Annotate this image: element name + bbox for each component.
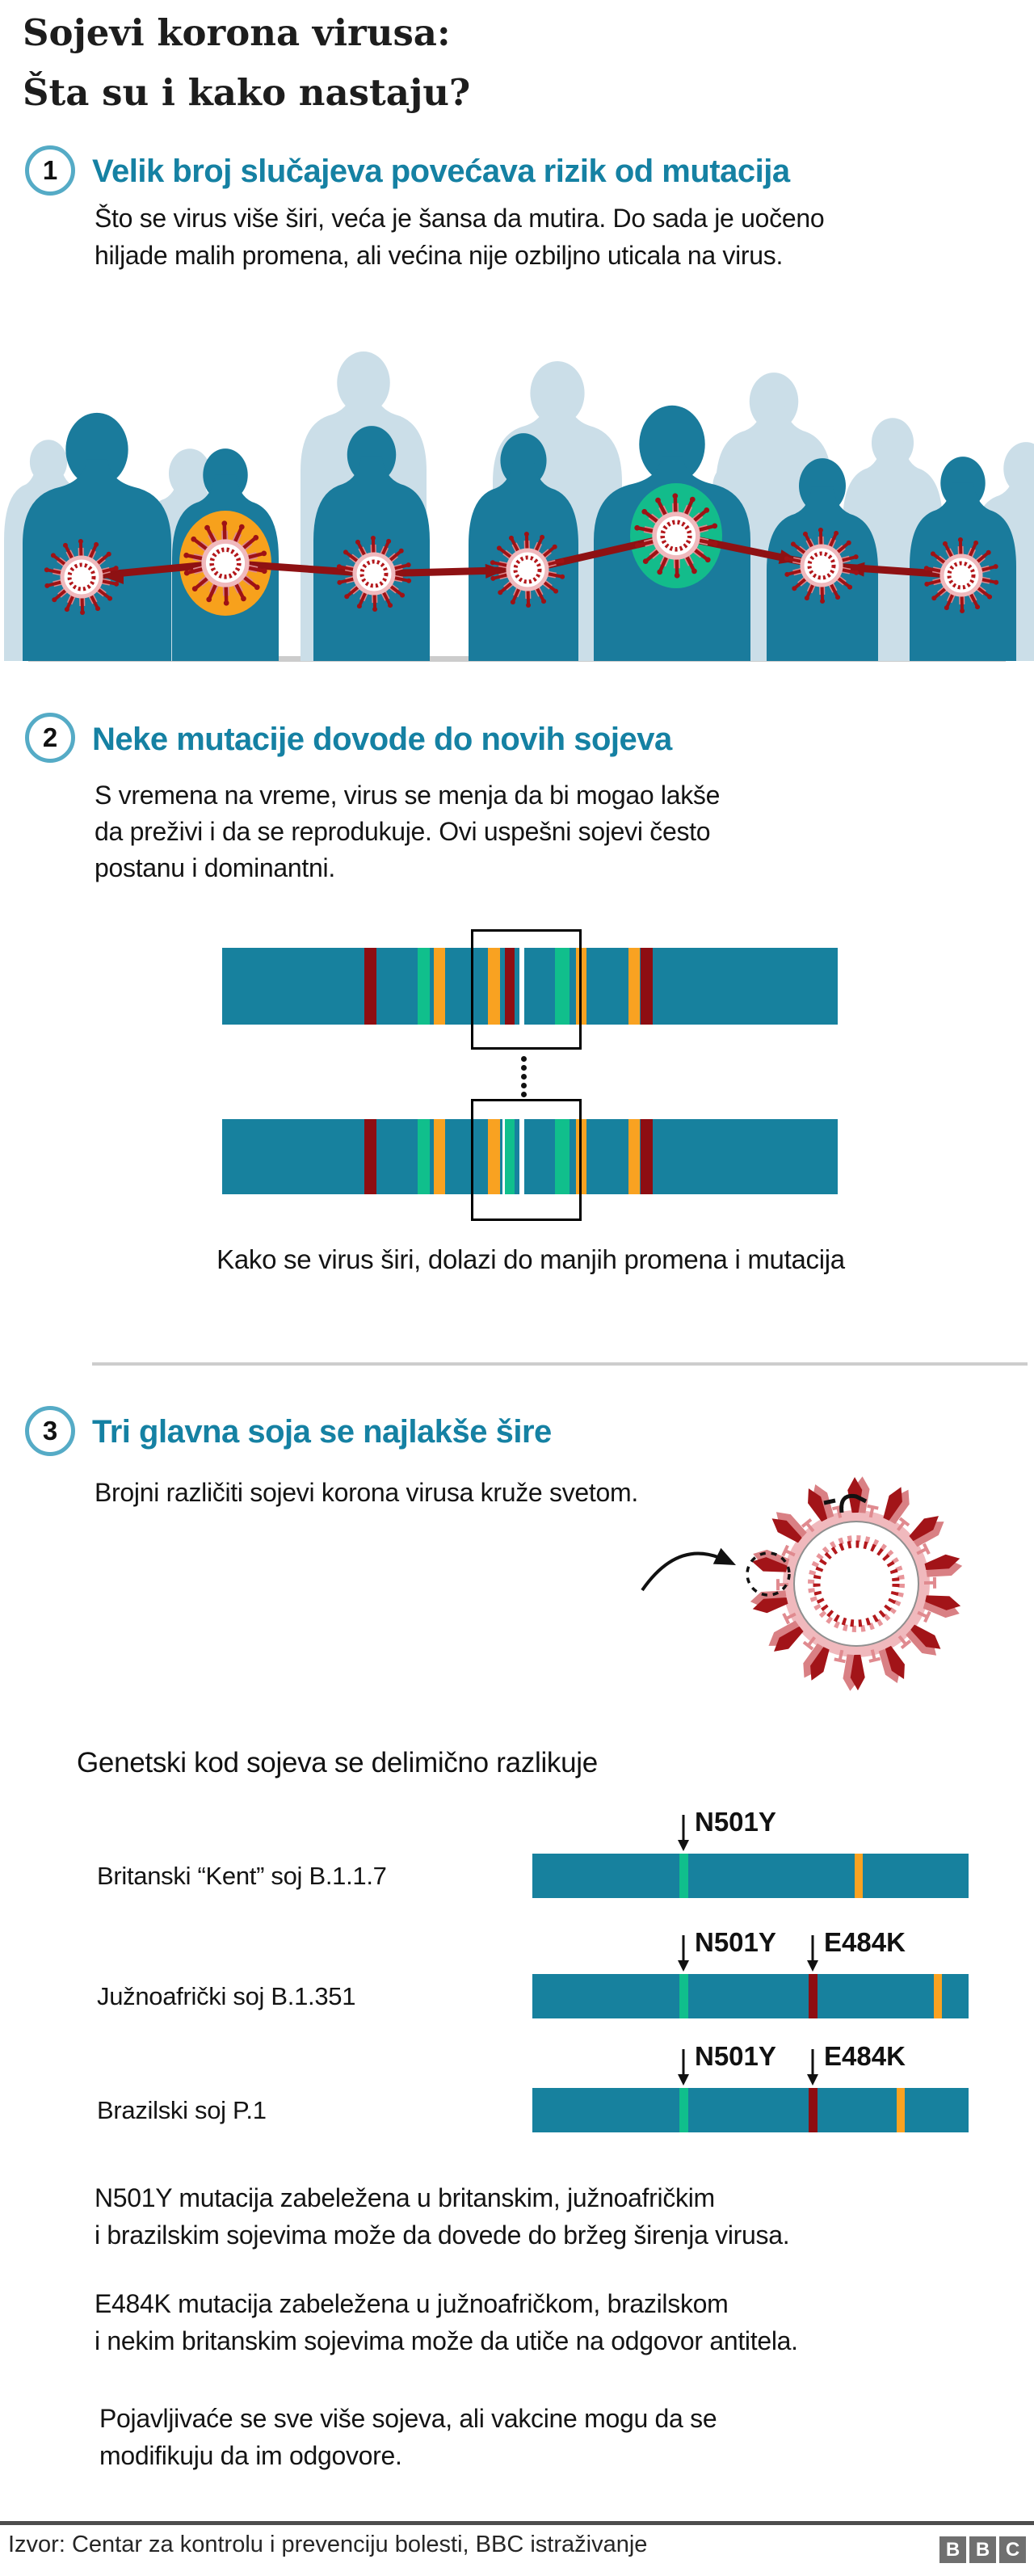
variant-stripe — [897, 2088, 905, 2132]
section-3-body-line: Brojni različiti sojevi korona virusa kruže svetom. — [95, 1478, 638, 1507]
section-1-body-line: hiljade malih promena, ali većina nije ozbiljno uticala na virus. — [95, 241, 784, 270]
vaccine-note-line: modifikuju da im odgovore. — [99, 2441, 402, 2470]
mutation-stripe-N501Y — [679, 1854, 688, 1898]
page-title-line1: Sojevi korona virusa: — [23, 11, 451, 54]
genome-stripe-orange — [434, 948, 445, 1025]
mutation-name-label: N501Y — [695, 1927, 776, 1957]
strain-genome-bar — [532, 1974, 969, 2018]
variant-stripe — [855, 1854, 863, 1898]
genome-stripe-green — [418, 948, 430, 1025]
strain-label: Brazilski soj P.1 — [97, 2096, 267, 2124]
bbc-logo-block: B — [969, 2536, 996, 2563]
section-2-number — [25, 713, 75, 763]
genome-caption: Kako se virus širi, dolazi do manjih promena i mutacija — [216, 1244, 845, 1274]
mutation-name-label: N501Y — [695, 1807, 776, 1837]
section-divider — [92, 1362, 1028, 1366]
section-2-body-line: da preživi i da se reprodukuje. Ovi uspešni sojevi često — [95, 817, 711, 846]
genome-stripe-green — [418, 1119, 430, 1194]
strain-label: Britanski “Kent” soj B.1.1.7 — [97, 1862, 387, 1890]
dotted-connector — [521, 1065, 527, 1071]
mutation-arrow-icon — [677, 1935, 690, 1972]
strain-genome-bar — [532, 1854, 969, 1898]
section-3-number — [25, 1406, 75, 1456]
strain-label: Južnoafrički soj B.1.351 — [97, 1982, 356, 2010]
dotted-connector — [521, 1056, 527, 1062]
mutation-zoom-box — [471, 1099, 582, 1221]
genome-stripe-darkred — [364, 948, 376, 1025]
strain-genome-bar — [532, 2088, 969, 2132]
mutation-arrow-icon — [677, 1815, 690, 1852]
genome-stripe-darkred — [641, 948, 653, 1025]
genome-stripe-orange — [628, 1119, 640, 1194]
section-2-body-line: postanu i dominantni. — [95, 853, 335, 882]
dotted-connector — [521, 1083, 527, 1088]
genome-stripe-darkred — [364, 1119, 376, 1194]
mutation-name-label: N501Y — [695, 2041, 776, 2071]
coronavirus-spike-illustration — [622, 1471, 1002, 1705]
mutation-arrow-icon — [806, 1935, 819, 1972]
mutation-arrow-icon — [806, 2049, 819, 2086]
strains-heading: Genetski kod sojeva se delimično razlikuje — [77, 1747, 598, 1778]
dotted-connector — [521, 1092, 527, 1097]
virus-spike-icon — [842, 1654, 865, 1692]
variant-stripe — [934, 1974, 942, 2018]
section-3-heading: Tri glavna soja se najlakše šire — [92, 1414, 552, 1450]
section-3-number-text: 3 — [42, 1416, 58, 1446]
n501y-paragraph-line: N501Y mutacija zabeležena u britanskim, južnoafričkim — [95, 2183, 715, 2212]
section-2-heading: Neke mutacije dovode do novih sojeva — [92, 722, 672, 757]
genome-stripe-orange — [434, 1119, 445, 1194]
section-1-heading: Velik broj slučajeva povećava rizik od mutacija — [92, 154, 790, 189]
dotted-connector — [521, 1074, 527, 1080]
source-attribution: Izvor: Centar za kontrolu i prevenciju bolesti, BBC istraživanje — [8, 2532, 648, 2557]
bbc-logo-block: B — [939, 2536, 966, 2563]
mutation-name-label: E484K — [824, 1927, 906, 1957]
mutation-arrow-icon — [677, 2049, 690, 2086]
section-1-body-line: Što se virus više širi, veća je šansa da mutira. Do sada je uočeno — [95, 204, 825, 233]
mutation-stripe-E484K — [809, 1974, 818, 2018]
mutation-stripe-N501Y — [679, 1974, 688, 2018]
e484k-paragraph-line: E484K mutacija zabeležena u južnoafričkom, brazilskom — [95, 2289, 729, 2318]
n501y-paragraph-line: i brazilskim sojevima može da dovede do bržeg širenja virusa. — [95, 2220, 790, 2250]
e484k-paragraph-line: i nekim britanskim sojevima može da utiče na odgovor antitela. — [95, 2326, 798, 2355]
mutation-stripe-N501Y — [679, 2088, 688, 2132]
infection-chain-illustration — [0, 319, 1034, 667]
section-2-body-line: S vremena na vreme, virus se menja da bi mogao lakše — [95, 781, 721, 810]
page-title-line2: Šta su i kako nastaju? — [23, 71, 471, 114]
footer-divider — [0, 2521, 1034, 2525]
mutation-zoom-box — [471, 929, 582, 1050]
section-1-number-text: 1 — [42, 155, 58, 185]
genome-stripe-darkred — [641, 1119, 653, 1194]
section-2-number-text: 2 — [42, 722, 58, 752]
bbc-logo — [939, 2536, 1026, 2563]
section-1-number — [25, 145, 75, 196]
genome-stripe-orange — [628, 948, 640, 1025]
mutation-stripe-E484K — [809, 2088, 818, 2132]
mutation-name-label: E484K — [824, 2041, 906, 2071]
bbc-logo-block: C — [999, 2536, 1026, 2563]
vaccine-note-line: Pojavljivaće se sve više sojeva, ali vakcine mogu da se — [99, 2404, 717, 2433]
pointer-arrow — [642, 1554, 725, 1590]
